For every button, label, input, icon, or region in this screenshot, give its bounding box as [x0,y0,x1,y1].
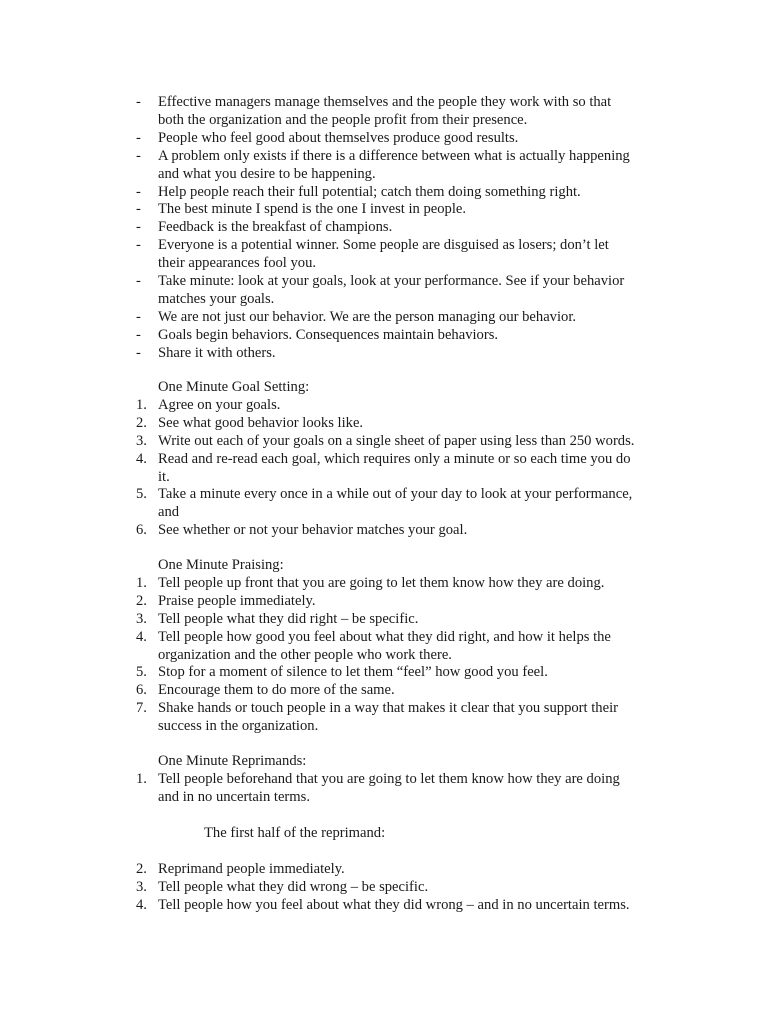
bullet-marker: - [136,129,141,146]
bullet-marker: - [136,326,141,343]
list-item [136,486,656,522]
list-item-text: Tell people beforehand that you are going to let them know how they are doing and in no uncertain terms. [158,770,620,805]
list-number: 4. [136,628,147,645]
list-number: 3. [136,610,147,627]
list-item-text: Read and re-read each goal, which requires only a minute or so each time you do it. [158,450,631,485]
list-item [136,433,656,451]
list-number: 6. [136,522,147,539]
section-heading: One Minute Praising: [158,557,284,573]
list-item [136,148,656,184]
list-number: 7. [136,700,147,717]
bullet-marker: - [136,183,141,200]
bullet-marker: - [136,94,141,110]
bullet-marker: - [136,344,141,361]
principles-list [136,94,656,363]
subsection-heading: The first half of the reprimand: [204,825,386,841]
list-item-text: Everyone is a potential winner. Some people are disguised as losers; don’t let their appearances fool you. [158,237,609,272]
list-item [136,327,656,345]
list-number: 6. [136,682,147,699]
list-item-text: Encourage them to do more of the same. [158,682,395,699]
list-item-text: Help people reach their full potential; catch them doing something right. [158,183,581,200]
list-item-text: Praise people immediately. [158,592,316,609]
list-item-text: Tell people how good you feel about what they did right, and how it helps the organization and the other people who work there. [158,628,611,663]
list-item [136,861,656,879]
list-item-text: Tell people what they did wrong – be specific. [158,878,429,895]
reprimands-section [136,753,656,807]
list-item-text: Shake hands or touch people in a way that makes it clear that you support their success in the organization. [158,700,618,735]
list-item [136,682,656,700]
list-item-text: Reprimand people immediately. [158,861,345,877]
list-item-text: The best minute I spend is the one I invest in people. [158,201,467,218]
list-number: 2. [136,414,147,431]
list-item [136,700,656,736]
list-item-text: A problem only exists if there is a difference between what is actually happening and what you desire to be happening. [158,147,630,182]
list-item-text: People who feel good about themselves produce good results. [158,129,519,146]
list-item-text: Goals begin behaviors. Consequences maintain behaviors. [158,326,499,343]
bullet-marker: - [136,147,141,164]
list-item [136,201,656,219]
list-item [136,345,656,363]
list-number: 4. [136,450,147,467]
list-item [136,415,656,433]
list-item-text: Feedback is the breakfast of champions. [158,219,393,236]
list-item [136,771,656,807]
list-item [136,273,656,309]
list-item [136,219,656,237]
praising-section [136,557,656,736]
list-number: 3. [136,432,147,449]
bullet-marker: - [136,201,141,218]
bullet-marker: - [136,273,141,290]
list-number: 5. [136,486,147,503]
list-number: 1. [136,770,147,787]
list-item-text: See what good behavior looks like. [158,414,364,431]
section-heading: One Minute Reprimands: [158,753,307,769]
list-item-text: Share it with others. [158,344,276,361]
list-item-text: We are not just our behavior. We are the person managing our behavior. [158,308,577,325]
list-item-text: Effective managers manage themselves and the people they work with so that both the organization and the people profit from their presence. [158,94,612,128]
list-number: 4. [136,896,147,913]
list-item-text: Take minute: look at your goals, look at your performance. See if your behavior matches your goals. [158,273,625,307]
list-item [136,611,656,629]
list-number: 2. [136,861,147,877]
list-item-text: Tell people what they did right – be specific. [158,610,419,627]
list-item-text: Stop for a moment of silence to let them “feel” how good you feel. [158,664,548,681]
reprimand-steps-list [136,861,656,915]
list-item [136,522,656,540]
list-item [136,664,656,682]
list-item [136,94,656,130]
list-item [136,309,656,327]
list-item [136,897,656,915]
list-item [136,237,656,273]
list-number: 3. [136,878,147,895]
list-item-text: Tell people how you feel about what they did wrong – and in no uncertain terms. [158,896,630,913]
bullet-marker: - [136,237,141,254]
list-item [136,130,656,148]
list-item-text: See whether or not your behavior matches your goal. [158,522,468,539]
list-item-text: Agree on your goals. [158,396,281,413]
list-item [136,397,656,415]
list-number: 5. [136,664,147,681]
list-item [136,593,656,611]
list-item-text: Write out each of your goals on a single sheet of paper using less than 250 words. [158,432,635,449]
list-item [136,629,656,665]
list-number: 1. [136,396,147,413]
list-item-text: Take a minute every once in a while out of your day to look at your performance, and [158,486,633,521]
list-item [136,575,656,593]
list-item [136,184,656,202]
reprimand-subheading-block [136,825,656,843]
section-heading: One Minute Goal Setting: [158,379,310,395]
goal-setting-section [136,379,656,540]
bullet-marker: - [136,308,141,325]
list-item-text: Tell people up front that you are going to let them know how they are doing. [158,574,605,591]
list-item [136,451,656,487]
list-number: 2. [136,592,147,609]
list-number: 1. [136,574,147,591]
list-item [136,879,656,897]
bullet-marker: - [136,219,141,236]
